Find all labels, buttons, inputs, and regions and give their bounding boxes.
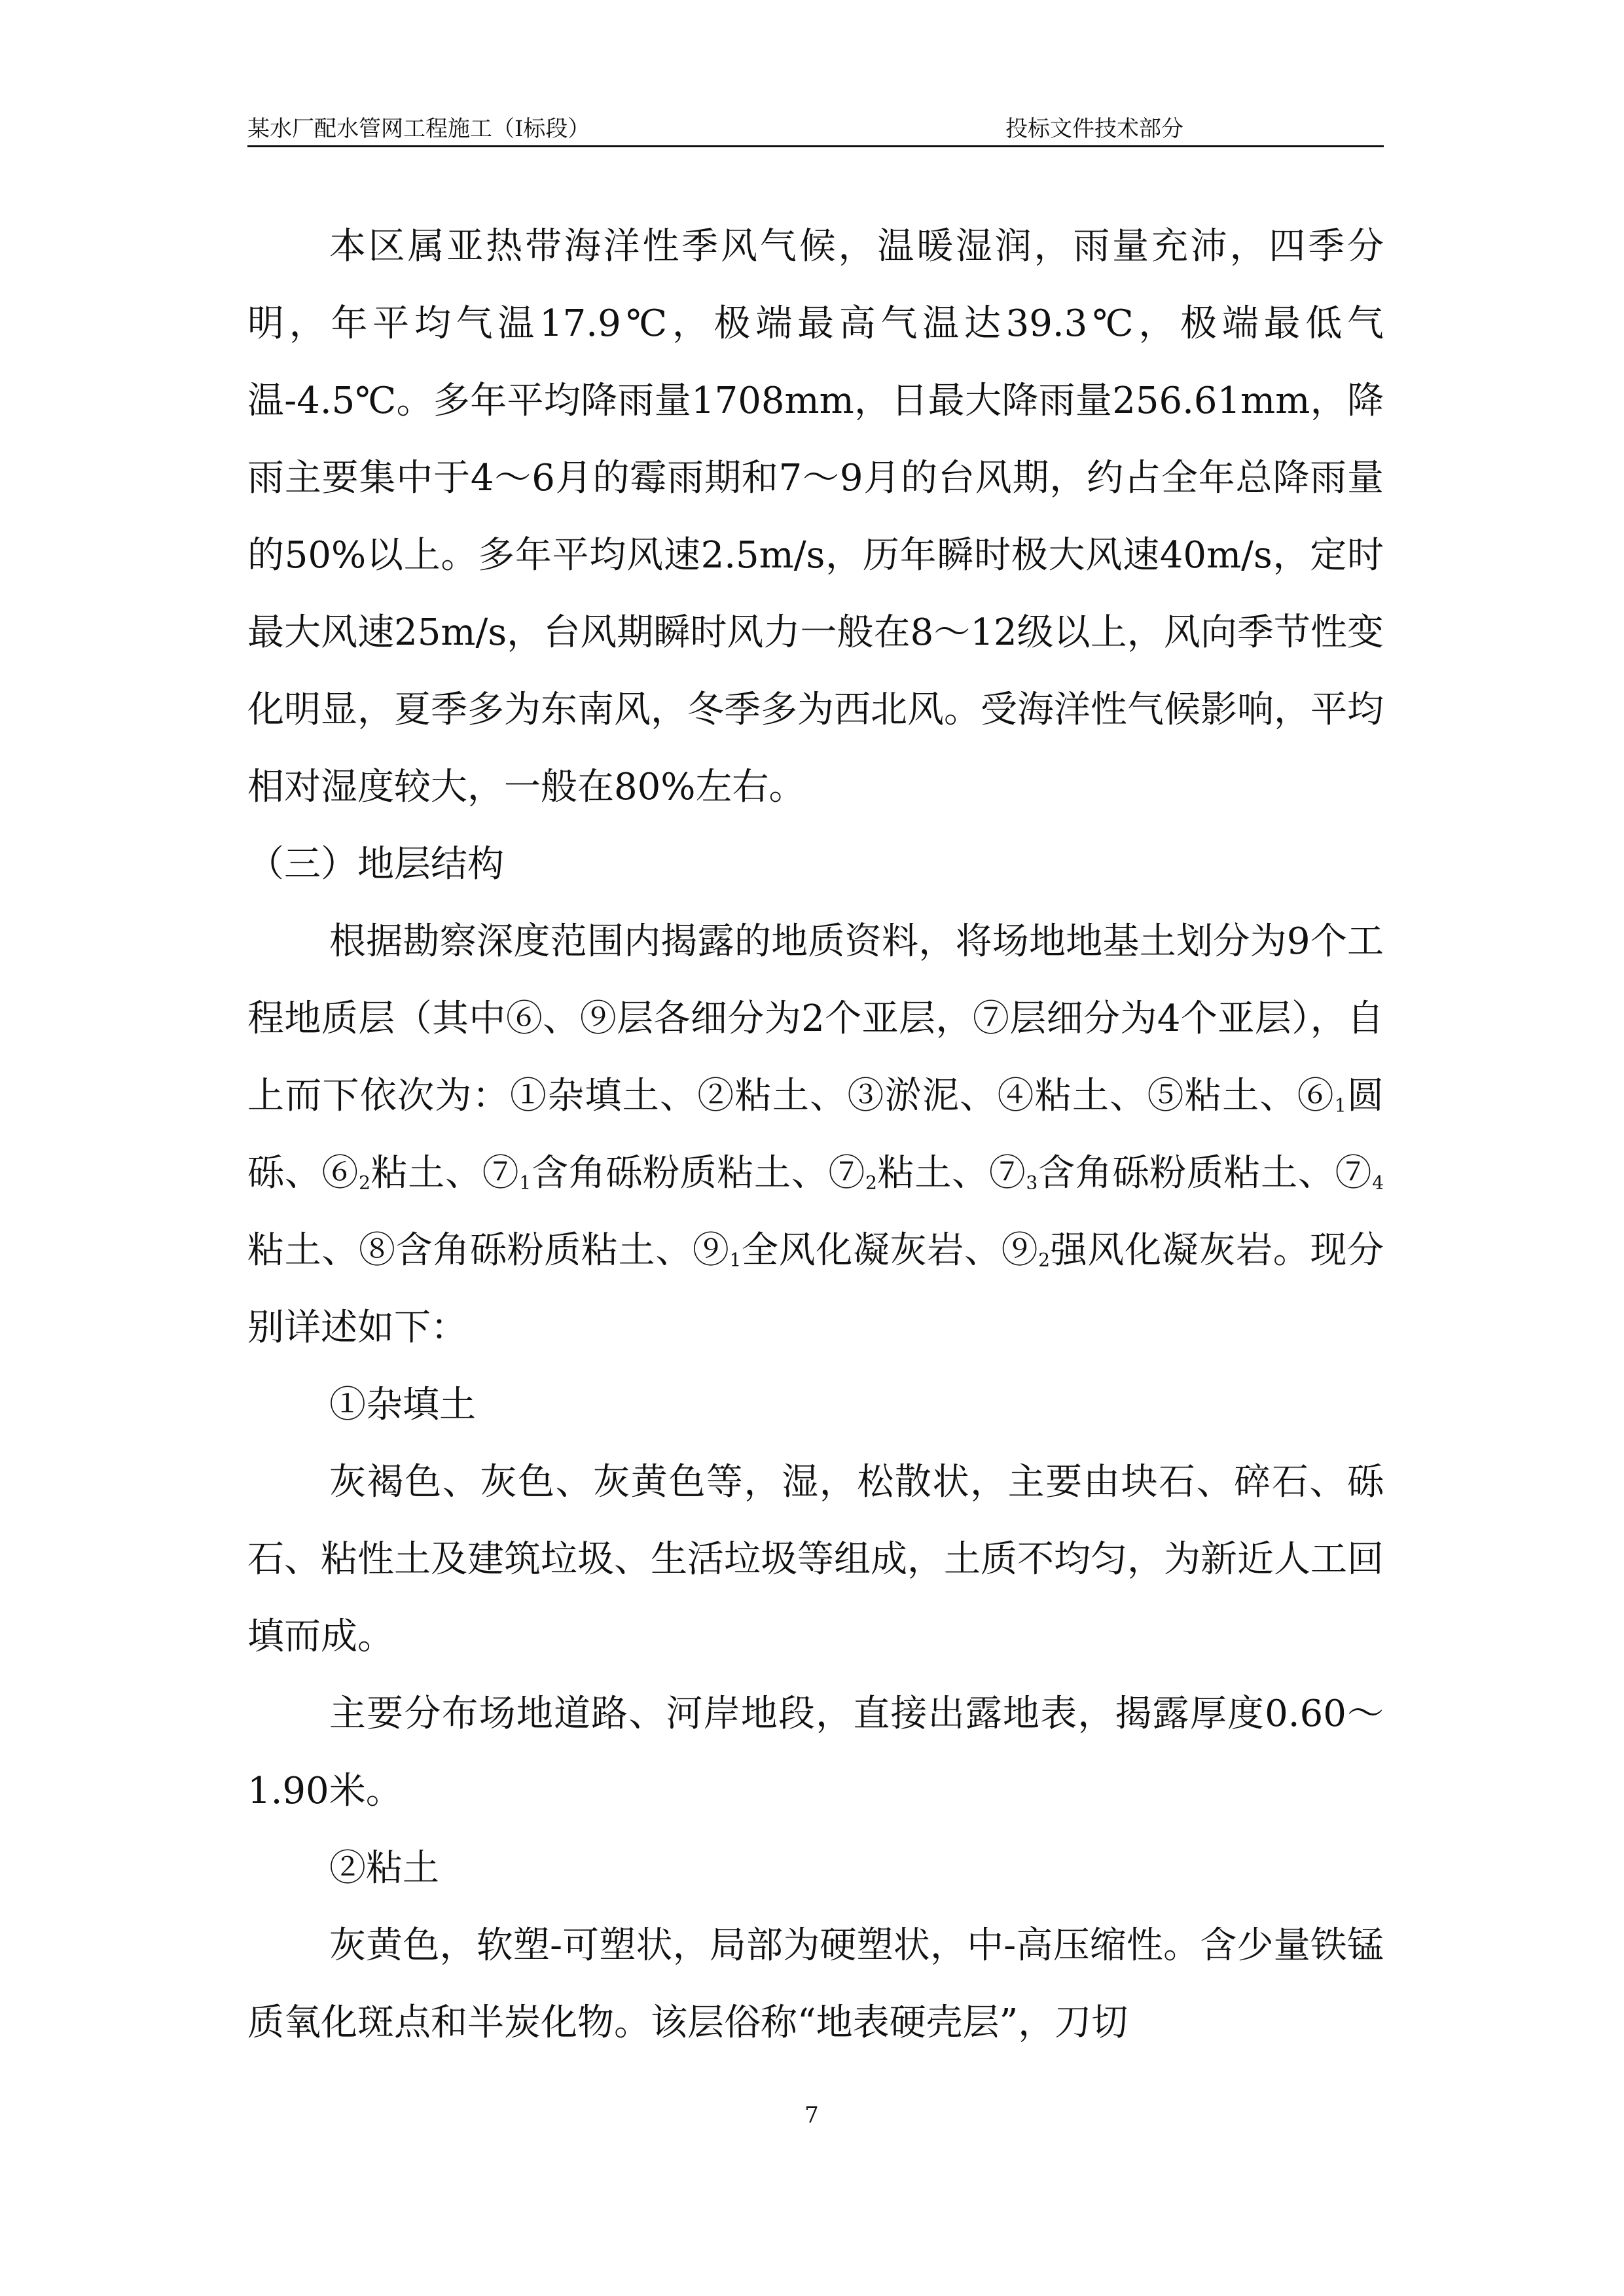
header-document-section: 投标文件技术部分	[1005, 116, 1183, 142]
strata-text: 根据勘察深度范围内揭露的地质资料，将场地地基土划分为9个工程地质层（其中⑥、⑨层各细分为2个亚层，⑦层细分为4个亚层），自上而下依次为：①杂填土、②粘土、③淤泥、④粘土、⑤粘土、⑥	[247, 920, 1384, 1117]
layer-subscript: 1	[1334, 1094, 1346, 1117]
layer-subscript: 2	[1038, 1249, 1051, 1271]
layer-1-title: ①杂填土	[329, 1384, 476, 1426]
page-number: 7	[804, 2102, 819, 2128]
layer-subscript: 3	[1026, 1172, 1038, 1194]
climate-paragraph: 本区属亚热带海洋性季风气候，温暖湿润，雨量充沛，四季分明，年平均气温17.9℃，极端最高气温达39.3℃，极端最低气温-4.5℃。多年平均降雨量1708mm，日最大降雨量256.61mm，降雨主要集中于4～6月的霉雨期和7～9月的台风期，约占全年总降雨量的50%以上。多年平均风速2.5m/s，历年瞬时极大风速40m/s，定时最大风速25m/s，台风期瞬时风力一般在8～12级以上，风向季节性变化明显，夏季多为东南风，冬季多为西北风。受海洋性气候影响，平均相对湿度较大，一般在80%左右。	[247, 225, 1384, 808]
strata-text: 含角砾粉质粘土、⑦	[531, 1152, 866, 1194]
layer-subscript: 2	[865, 1172, 877, 1194]
strata-text: 粘土、⑦	[370, 1152, 520, 1194]
layer-1-distribution: 主要分布场地道路、河岸地段，直接出露地表，揭露厚度0.60～1.90米。	[247, 1693, 1384, 1812]
header-project-title: 某水厂配水管网工程施工（Ⅰ标段）	[247, 116, 590, 142]
document-body	[247, 208, 1384, 2062]
strata-text: 圆砾、⑥	[247, 1075, 1384, 1194]
layer-subscript: 4	[1372, 1172, 1384, 1194]
strata-text: 全风化凝灰岩、⑨	[741, 1229, 1039, 1272]
layer-2-description: 灰黄色，软塑-可塑状，局部为硬塑状，中-高压缩性。含少量铁锰质氧化斑点和半炭化物。该层俗称“地表硬壳层”，刀切	[247, 1924, 1384, 2044]
layer-subscript: 1	[519, 1172, 532, 1194]
strata-text: 强风化凝灰岩。现分别详述如下：	[247, 1229, 1384, 1349]
strata-text: 粘土、⑦	[876, 1152, 1026, 1194]
layer-subscript: 1	[729, 1249, 742, 1271]
layer-2-title: ②粘土	[329, 1847, 439, 1890]
section-heading-strata: （三）地层结构	[247, 843, 504, 886]
strata-text: 含角砾粉质粘土、⑦	[1038, 1152, 1373, 1194]
page-header	[247, 111, 1384, 147]
strata-text: 粘土、⑧含角砾粉质粘土、⑨	[247, 1229, 730, 1272]
strata-overview-paragraph	[247, 903, 1384, 1367]
layer-1-description: 灰褐色、灰色、灰黄色等，湿，松散状，主要由块石、碎石、砾石、粘性土及建筑垃圾、生活垃圾等组成，土质不均匀，为新近人工回填而成。	[247, 1461, 1384, 1658]
layer-subscript: 2	[359, 1172, 370, 1194]
